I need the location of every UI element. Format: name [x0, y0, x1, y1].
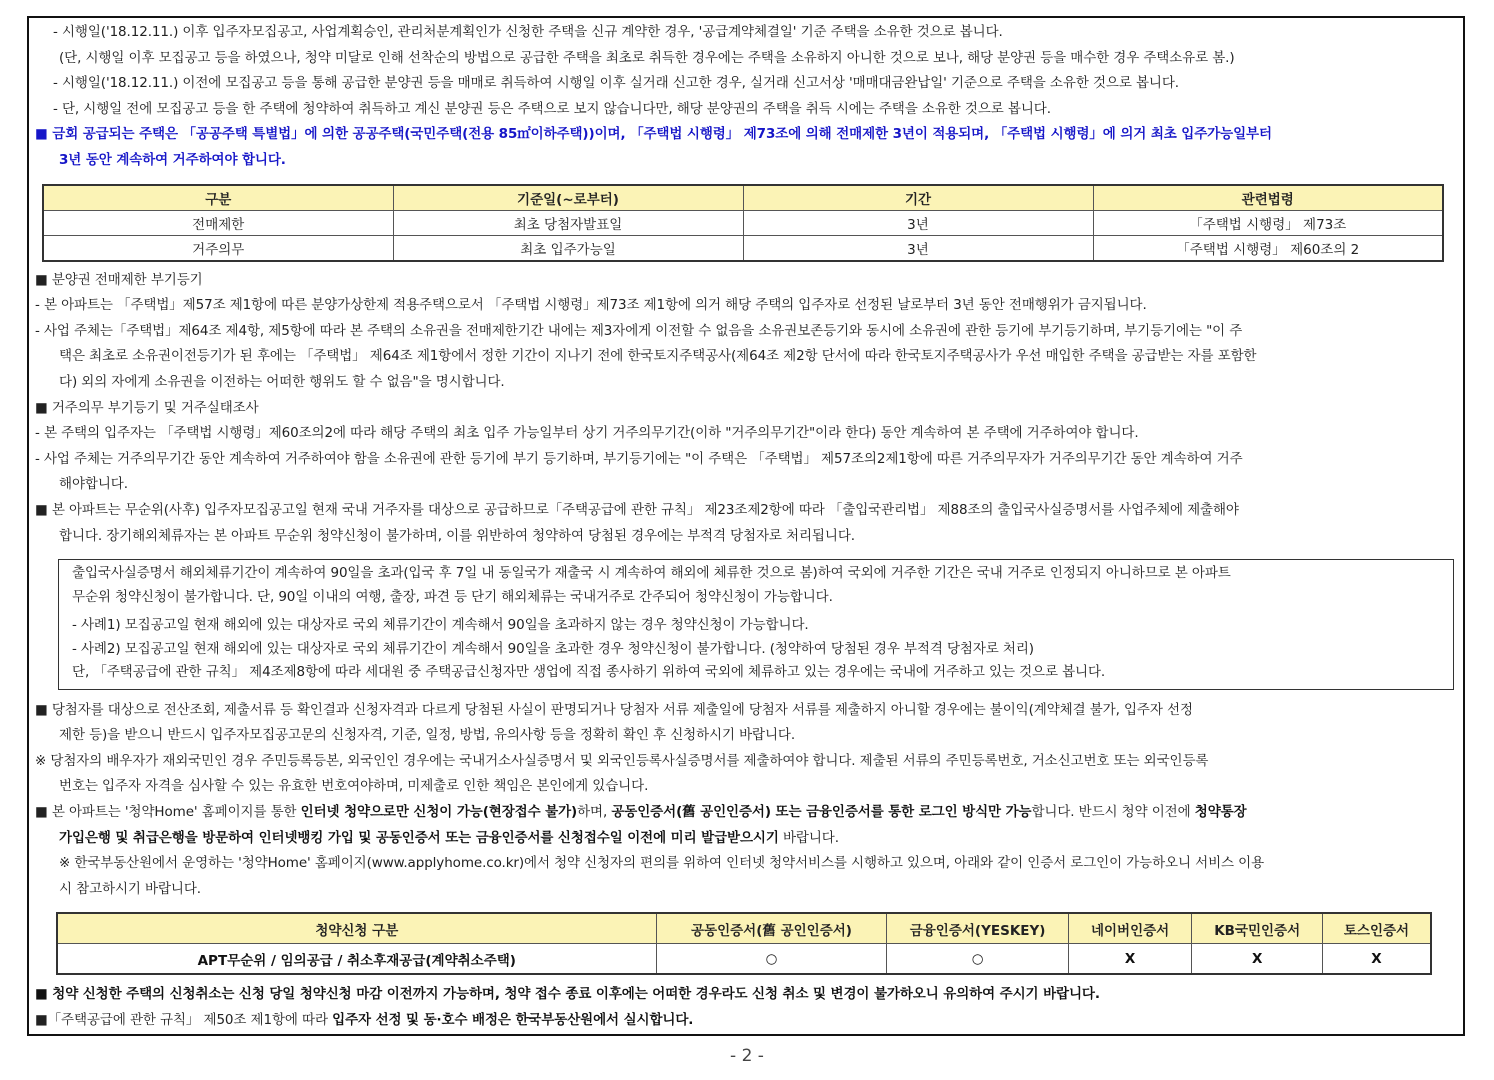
table-cell: 거주의무 [43, 235, 393, 261]
selection-text-bold: 입주자 선정 및 동·호수 배정은 한국부동산원에서 실시합니다. [332, 1011, 694, 1028]
table-header-cell: 토스인증서 [1322, 913, 1431, 944]
internet-text-bold: 공동인증서(舊 공인인증서) 또는 금융인증서를 통한 로그인 방식만 가능 [611, 803, 1032, 820]
internet-line-1 [35, 800, 1461, 826]
residence-line: 해야합니다. [59, 476, 128, 493]
internet-line-2 [35, 826, 1461, 852]
top-line-1: - 시행일('18.12.11.) 이후 입주자모집공고, 사업계획승인, 관리처분계획인가 신청한 주택을 신규 계약한 경우, '공급계약체결일' 기준 주택을 소유한 것으로 봅니다. [53, 24, 1003, 40]
box-case-line: - 사례1) 모집공고일 현재 해외에 있는 대상자로 국외 체류기간이 계속해서 90일을 초과하지 않는 경우 청약신청이 가능합니다. [72, 617, 809, 634]
internet-text-bold: 가입은행 및 취급은행을 방문하여 인터넷뱅킹 가입 및 공동인증서 또는 금융인증서를 신청접수일 이전에 미리 발급받으시기 [59, 829, 779, 846]
internet-text: ■ 본 아파트는 '청약Home' 홈페이지를 통한 [35, 803, 301, 820]
internet-text: 합니다. 반드시 청약 이전에 [1031, 803, 1195, 820]
box-paragraph-line: 출입국사실증명서 해외체류기간이 계속하여 90일을 초과(입국 후 7일 내 동일국가 재출국 시 계속하여 해외에 체류한 것으로 봄)하여 국외에 거주한 기간은 국내 거주로 인정되지 아니하므로 본 아파트 [72, 565, 1231, 582]
table-cell: X [1192, 944, 1323, 975]
table-cell: X [1068, 944, 1192, 975]
certificate-table [56, 912, 1432, 975]
top-line-4: - 단, 시행일 전에 모집공고 등을 한 주택에 청약하여 취득하고 계신 분양권 등은 주택으로 보지 않습니다만, 해당 분양권의 주택을 취득 시에는 주택을 소유한 것으로 봅니다. [53, 100, 1051, 117]
table-header-row [57, 913, 1431, 944]
residence-line: - 사업 주체는 거주의무기간 동안 계속하여 거주하여야 함을 소유권에 관한 등기에 부기 등기하며, 부기등기에는 "이 주택은 「주택법」 제57조의2제1항에 따른 거주의무자가 거주의무기간 동안 계속하여 거주 [35, 450, 1243, 467]
table-cell: 3년 [743, 210, 1093, 235]
internet-text: 하며, [577, 803, 612, 820]
top-line-3: - 시행일('18.12.11.) 이전에 모집공고 등을 통해 공급한 분양권 등을 매매로 취득하여 시행일 이후 실거래 신고한 경우, 실거래 신고서상 '매매대금완납일' 기준으로 주택을 소유한 것으로 봅니다. [53, 75, 1179, 92]
table-header-cell: KB국민인증서 [1192, 913, 1323, 944]
table-cell: 전매제한 [43, 210, 393, 235]
table-cell: 최초 당첨자발표일 [393, 210, 743, 235]
box-paragraph-line: 무순위 청약신청이 불가합니다. 단, 90일 이내의 여행, 출장, 파견 등 단기 해외체류는 국내거주로 간주되어 청약신청이 가능합니다. [72, 588, 833, 605]
resale-line: - 사업 주체는「주택법」제64조 제4항, 제5항에 따라 본 주택의 소유권을 전매제한기간 내에는 제3자에게 이전할 수 없음을 소유권보존등기와 동시에 소유권에 관한 등기에 부기등기하며, 부기등기에는 "이 주 [35, 322, 1243, 339]
residence-heading: ■ 거주의무 부기등기 및 거주실태조사 [35, 399, 259, 416]
residence-line: - 본 주택의 입주자는 「주택법 시행령」제60조의2에 따라 해당 주택의 최초 입주 가능일부터 상기 거주의무기간(이하 "거주의무기간"이라 한다) 동안 계속하여 본 주택에 거주하여야 합니다. [35, 425, 1139, 442]
table-cell: 최초 입주가능일 [393, 235, 743, 261]
table-header-cell: 기준일(~로부터) [393, 185, 743, 211]
internet-note-line: ※ 한국부동산원에서 운영하는 '청약Home' 홈페이지(www.applyhome.co.kr)에서 청약 신청자의 편의를 위하여 인터넷 청약서비스를 시행하고 있으며, 아래와 같이 인증서 로그인이 가능하오니 서비스 이용 [59, 855, 1265, 872]
resale-residence-table [42, 184, 1444, 262]
overseas-stay-box [58, 559, 1454, 690]
resale-line: 다) 외의 자에게 소유권을 이전하는 어떠한 행위도 할 수 없음"을 명시합니다. [59, 373, 505, 390]
overseas-line: 합니다. 장기해외체류자는 본 아파트 무순위 청약신청이 불가하며, 이를 위반하여 청약하여 당첨된 경우에는 부적격 당첨자로 처리됩니다. [59, 527, 855, 544]
notice-content [35, 20, 1461, 1034]
table-cell: ○ [656, 944, 887, 975]
table-header-cell: 관련법령 [1093, 185, 1443, 211]
internet-text: 바랍니다. [778, 829, 839, 846]
selection-notice-line [35, 1008, 1461, 1034]
blue-notice-line-1: ■ 금회 공급되는 주택은 「공공주택 특별법」에 의한 공공주택(국민주택(전용 85㎡이하주택))이며, 「주택법 시행령」 제73조에 의해 전매제한 3년이 적용되며, 「주택법 시행령」에 의거 최초 입주가능일부터 [35, 126, 1272, 143]
table-header-cell: 기간 [743, 185, 1093, 211]
top-line-2: (단, 시행일 이후 모집공고 등을 하였으나, 청약 미달로 인해 선착순의 방법으로 공급한 주택을 최초로 취득한 경우에는 주택을 소유하지 아니한 것으로 보나, 해당 분양권 등을 매수한 경우 주택소유로 봄.) [59, 49, 1235, 66]
table-cell: 「주택법 시행령」 제73조 [1093, 210, 1443, 235]
check-note-line: ※ 당첨자의 배우자가 재외국민인 경우 주민등록등본, 외국인인 경우에는 국내거소사실증명서 및 외국인등록사실증명서를 제출하여야 합니다. 제출된 서류의 주민등록번호, 거소신고번호 또는 외국인등록 [35, 752, 1209, 769]
overseas-line: ■ 본 아파트는 무순위(사후) 입주자모집공고일 현재 국내 거주자를 대상으로 공급하므로「주택공급에 관한 규칙」 제23조제2항에 따라 「출입국관리법」 제88조의 출입국사실증명서를 사업주체에 제출해야 [35, 501, 1239, 518]
blue-notice-line-2: 3년 동안 계속하여 거주하여야 합니다. [59, 151, 286, 168]
internet-text-bold: 청약통장 [1194, 803, 1247, 820]
table-header-cell: 구분 [43, 185, 393, 211]
table-cell: 「주택법 시행령」 제60조의 2 [1093, 235, 1443, 261]
table-header-cell: 청약신청 구분 [57, 913, 656, 944]
table-cell: X [1322, 944, 1431, 975]
table-row [43, 235, 1443, 261]
check-note-line: 번호는 입주자 자격을 심사할 수 있는 유효한 번호여야하며, 미제출로 인한 책임은 본인에게 있습니다. [59, 778, 649, 795]
internet-note-line: 시 참고하시기 바랍니다. [59, 880, 201, 897]
table-header-cell: 네이버인증서 [1068, 913, 1192, 944]
resale-heading: ■ 분양권 전매제한 부기등기 [35, 271, 203, 288]
notice-page-frame [27, 16, 1465, 1036]
box-case-line: 단, 「주택공급에 관한 규칙」 제4조제8항에 따라 세대원 중 주택공급신청자만 생업에 직접 종사하기 위하여 국외에 체류하고 있는 경우에는 국내에 거주하고 있는 것으로 봅니다. [72, 664, 1106, 681]
resale-line: - 본 아파트는 「주택법」제57조 제1항에 따른 분양가상한제 적용주택으로서 「주택법 시행령」제73조 제1항에 의거 해당 주택의 입주자로 선정된 날로부터 3년 동안 전매행위가 금지됩니다. [35, 297, 1147, 314]
table-header-cell: 금융인증서(YESKEY) [887, 913, 1068, 944]
internet-text-bold: 인터넷 청약으로만 신청이 가능(현장접수 불가) [300, 803, 578, 820]
table-row [57, 944, 1431, 975]
check-line: 제한 등)을 받으니 반드시 입주자모집공고문의 신청자격, 기준, 일정, 방법, 유의사항 등을 정확히 확인 후 신청하시기 바랍니다. [59, 727, 796, 744]
table-cell: ○ [887, 944, 1068, 975]
check-line: ■ 당첨자를 대상으로 전산조회, 제출서류 등 확인결과 신청자격과 다르게 당첨된 사실이 판명되거나 당첨자 서류 제출일에 당첨자 서류를 제출하지 아니할 경우에는 불이익(계약체결 불가, 입주자 선정 [35, 701, 1193, 718]
table-cell: APT무순위 / 임의공급 / 취소후재공급(계약취소주택) [57, 944, 656, 975]
table-header-row [43, 185, 1443, 211]
cancel-notice-line: ■ 청약 신청한 주택의 신청취소는 신청 당일 청약신청 마감 이전까지 가능하며, 청약 접수 종료 이후에는 어떠한 경우라도 신청 취소 및 변경이 불가하오니 유의하여 주시기 바랍니다. [35, 986, 1100, 1003]
page-number: - 2 - [730, 1046, 764, 1066]
table-header-cell: 공동인증서(舊 공인인증서) [656, 913, 887, 944]
selection-text: ■「주택공급에 관한 규칙」 제50조 제1항에 따라 [35, 1011, 333, 1028]
table-row [43, 210, 1443, 235]
resale-line: 택은 최초로 소유권이전등기가 된 후에는 「주택법」 제64조 제1항에서 정한 기간이 지나기 전에 한국토지주택공사(제64조 제2항 단서에 따라 한국토지주택공사가 우선 매입한 주택을 공급받는 자를 포함한 [59, 348, 1257, 365]
table-cell: 3년 [743, 235, 1093, 261]
box-case-line: - 사례2) 모집공고일 현재 해외에 있는 대상자로 국외 체류기간이 계속해서 90일을 초과한 경우 청약신청이 불가합니다. (청약하여 당첨된 경우 부적격 당첨자로 처리) [72, 640, 1034, 657]
